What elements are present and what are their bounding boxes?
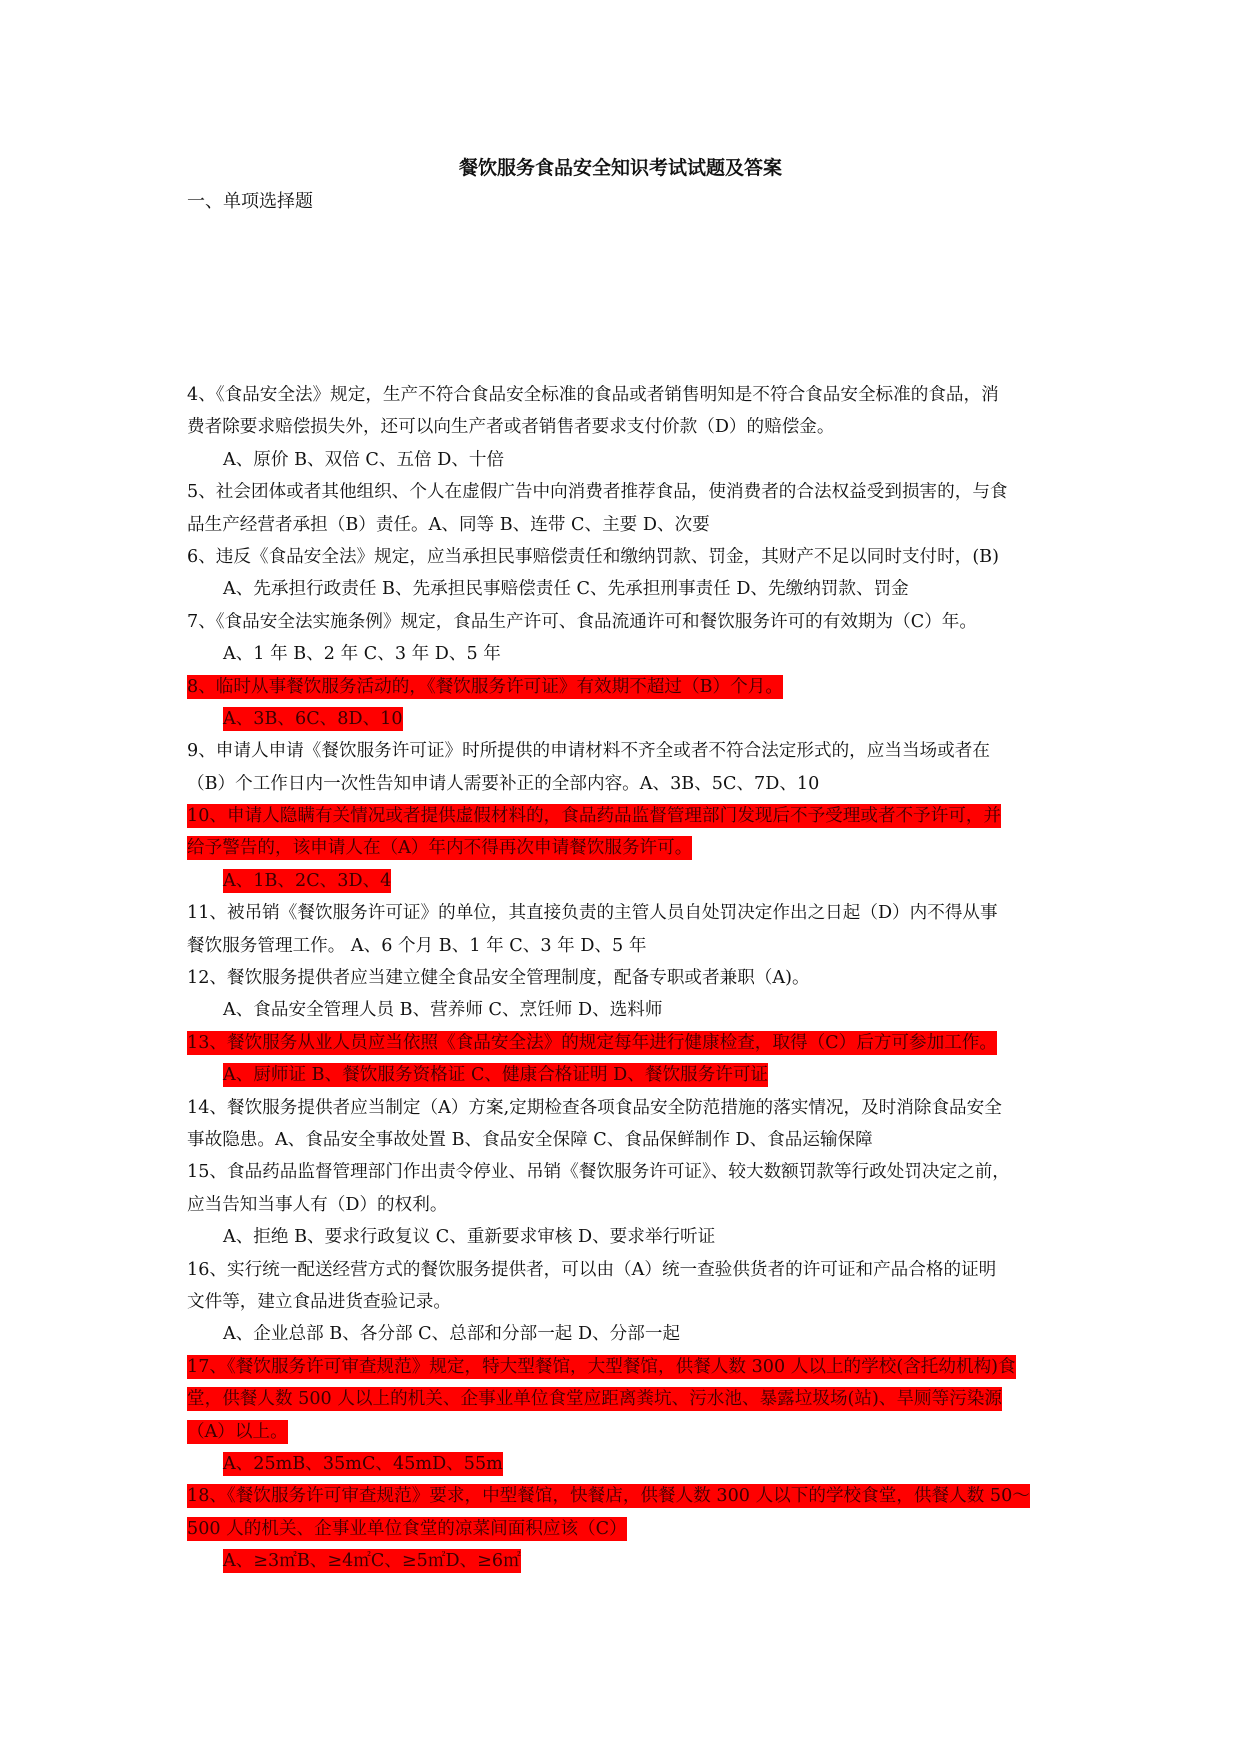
text-line: 16、实行统一配送经营方式的餐饮服务提供者，可以由（A）统一查验供货者的许可证和产品合格的证明 — [187, 1259, 997, 1280]
highlighted-line: 17、《餐饮服务许可审查规范》规定，特大型餐馆，大型餐馆，供餐人数 300 人以上的学校(含托幼机构)食 — [187, 1356, 1016, 1377]
answer-options-line: A、企业总部 B、各分部 C、总部和分部一起 D、分部一起 — [223, 1324, 681, 1345]
highlighted-line: 18、《餐饮服务许可审查规范》要求，中型餐馆，快餐店，供餐人数 300 人以下的学校食堂，供餐人数 50～ — [187, 1486, 1030, 1507]
text-line: 应当告知当事人有（D）的权利。 — [187, 1194, 448, 1215]
text-line: 11、被吊销《餐饮服务许可证》的单位，其直接负责的主管人员自处罚决定作出之日起（D）内不得从事 — [187, 903, 998, 924]
text-line: 品生产经营者承担（B）责任。A、同等 B、连带 C、主要 D、次要 — [187, 514, 710, 535]
highlighted-line: 500 人的机关、企事业单位食堂的凉菜间面积应该（C） — [187, 1518, 627, 1539]
section-heading: 一、单项选择题 — [187, 191, 313, 212]
text-line: 餐饮服务管理工作。 A、6 个月 B、1 年 C、3 年 D、5 年 — [187, 935, 647, 956]
highlighted-line: 堂，供餐人数 500 人以上的机关、企事业单位食堂应距离粪坑、污水池、暴露垃圾场(站)、旱厕等污染源 — [187, 1389, 1003, 1410]
document-title: 餐饮服务食品安全知识考试试题及答案 — [458, 157, 782, 179]
text-line: 9、申请人申请《餐饮服务许可证》时所提供的申请材料不齐全或者不符合法定形式的，应当当场或者在 — [187, 741, 990, 762]
highlighted-line: 8、临时从事餐饮服务活动的，《餐饮服务许可证》有效期不超过（B）个月。 — [187, 676, 783, 697]
text-line: （B）个工作日内一次性告知申请人需要补正的全部内容。A、3B、5C、7D、10 — [187, 773, 820, 794]
highlighted-line: 10、申请人隐瞒有关情况或者提供虚假材料的，食品药品监督管理部门发现后不予受理或者不予许可，并 — [187, 806, 1002, 827]
answer-options-line: A、先承担行政责任 B、先承担民事赔偿责任 C、先承担刑事责任 D、先缴纳罚款、罚金 — [223, 579, 909, 600]
highlighted-line: （A）以上。 — [187, 1421, 288, 1442]
highlighted-answer-options-line: A、3B、6C、8D、10 — [223, 708, 403, 729]
highlighted-answer-options-line: A、1B、2C、3D、4 — [223, 870, 392, 891]
answer-options-line: A、拒绝 B、要求行政复议 C、重新要求审核 D、要求举行听证 — [223, 1227, 716, 1248]
text-line: 7、《食品安全法实施条例》规定，食品生产许可、食品流通许可和餐饮服务许可的有效期为（C）年。 — [187, 611, 977, 632]
question-body — [187, 379, 1057, 1577]
text-line: 5、社会团体或者其他组织、个人在虚假广告中向消费者推荐食品，使消费者的合法权益受到损害的，与食 — [187, 482, 1008, 503]
text-line: 费者除要求赔偿损失外，还可以向生产者或者销售者要求支付价款（D）的赔偿金。 — [187, 417, 835, 438]
highlighted-answer-options-line: A、≥3㎡B、≥4㎡C、≥5㎡D、≥6㎡ — [223, 1551, 521, 1572]
highlighted-line: 给予警告的，该申请人在（A）年内不得再次申请餐饮服务许可。 — [187, 838, 693, 859]
text-line: 15、食品药品监督管理部门作出责令停业、吊销《餐饮服务许可证》、较大数额罚款等行政处罚决定之前， — [187, 1162, 1010, 1183]
highlighted-answer-options-line: A、厨师证 B、餐饮服务资格证 C、健康合格证明 D、餐饮服务许可证 — [223, 1065, 769, 1086]
highlighted-line: 13、餐饮服务从业人员应当依照《食品安全法》的规定每年进行健康检查，取得（C）后方可参加工作。 — [187, 1032, 997, 1053]
text-line: 4、《食品安全法》规定，生产不符合食品安全标准的食品或者销售明知是不符合食品安全标准的食品，消 — [187, 385, 999, 405]
text-line: 文件等，建立食品进货查验记录。 — [187, 1291, 451, 1312]
text-line: 事故隐患。A、食品安全事故处置 B、食品安全保障 C、食品保鲜制作 D、食品运输保障 — [187, 1129, 873, 1150]
answer-options-line: A、原价 B、双倍 C、五倍 D、十倍 — [223, 449, 505, 470]
answer-options-line: A、1 年 B、2 年 C、3 年 D、5 年 — [223, 644, 501, 665]
text-line: 14、餐饮服务提供者应当制定（A）方案,定期检查各项食品安全防范措施的落实情况，及时消除食品安全 — [187, 1097, 1002, 1118]
text-line: 12、餐饮服务提供者应当建立健全食品安全管理制度，配备专职或者兼职（A)。 — [187, 968, 810, 989]
highlighted-answer-options-line: A、25mB、35mC、45mD、55m — [223, 1453, 503, 1474]
text-line: 6、违反《食品安全法》规定，应当承担民事赔偿责任和缴纳罚款、罚金，其财产不足以同时支付时，(B) — [187, 546, 999, 567]
answer-options-line: A、食品安全管理人员 B、营养师 C、烹饪师 D、选料师 — [223, 1000, 663, 1021]
